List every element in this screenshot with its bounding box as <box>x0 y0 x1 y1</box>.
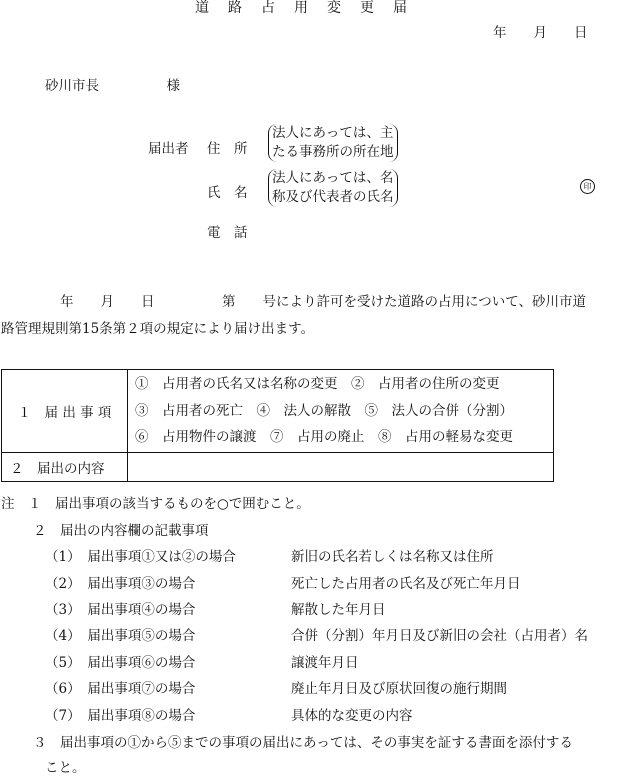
note-item-case: （2） 届出事項③の場合 <box>45 576 196 592</box>
note-item-content: 譲渡年月日 <box>291 655 359 671</box>
notification-items-label: １ 届 出 事 項 <box>2 370 128 453</box>
note-item-case: （5） 届出事項⑥の場合 <box>45 655 196 671</box>
note-item-case: （6） 届出事項⑦の場合 <box>45 681 196 697</box>
address-label: 住 所 <box>207 141 248 157</box>
name-label: 氏 名 <box>207 185 248 201</box>
note-item-content: 廃止年月日及び原状回復の施行期間 <box>291 681 507 697</box>
table-row <box>2 452 554 481</box>
option-line: ① 占用者の氏名又は名称の変更 ② 占用者の住所の変更 <box>135 376 500 392</box>
notification-table <box>1 369 554 482</box>
address-note <box>268 124 398 162</box>
name-note-line-1: 法人にあっては、名 <box>272 170 394 186</box>
note-item-content: 具体的な変更の内容 <box>291 708 413 724</box>
notification-content-label: ２ 届出の内容 <box>2 452 128 481</box>
phone-label: 電 話 <box>207 225 248 241</box>
table-row <box>2 370 554 453</box>
address-note-line-1: 法人にあっては、主 <box>272 125 394 141</box>
body-line-2: 路管理規則第15条第２項の規定により届け出ます。 <box>1 321 315 337</box>
note-3-line-2: こと。 <box>45 760 86 776</box>
note-2: ２ 届出の内容欄の記載事項 <box>33 523 209 539</box>
option-line: ⑥ 占用物件の譲渡 ⑦ 占用の廃止 ⑧ 占用の軽易な変更 <box>135 429 513 445</box>
note-item-case: （1） 届出事項①又は②の場合 <box>45 549 236 565</box>
name-note-line-2: 称及び代表者の氏名 <box>272 189 394 205</box>
name-note <box>268 169 398 207</box>
date-label: 年 月 日 <box>493 25 588 41</box>
notification-content-field[interactable] <box>128 452 554 481</box>
note-item-content: 合併（分割）年月日及び新旧の会社（占用者）名 <box>291 628 588 644</box>
note-item-content: 新旧の氏名若しくは名称又は住所 <box>291 549 494 565</box>
seal-mark: 印 <box>580 179 595 194</box>
addressee: 砂川市長 様 <box>45 78 180 94</box>
note-1: 注 １ 届出事項の該当するものを○で囲むこと。 <box>1 496 310 512</box>
body-line-1: 年 月 日 第 号により許可を受けた道路の占用について、砂川市道 <box>60 294 586 310</box>
note-item-content: 死亡した占用者の氏名及び死亡年月日 <box>291 576 521 592</box>
applicant-label: 届出者 <box>148 141 189 157</box>
note-item-case: （3） 届出事項④の場合 <box>45 602 196 618</box>
document-title: 道路占用変更届 <box>195 0 426 16</box>
notification-options <box>128 370 554 453</box>
note-3-line-1: ３ 届出事項の①から⑤までの事項の届出にあっては、その事実を証する書面を添付する <box>33 735 573 751</box>
address-note-line-2: たる事務所の所在地 <box>272 144 394 160</box>
option-line: ③ 占用者の死亡 ④ 法人の解散 ⑤ 法人の合併（分割） <box>135 402 513 419</box>
note-item-case: （7） 届出事項⑧の場合 <box>45 708 196 724</box>
note-item-case: （4） 届出事項⑤の場合 <box>45 628 196 644</box>
note-item-content: 解散した年月日 <box>291 602 386 618</box>
